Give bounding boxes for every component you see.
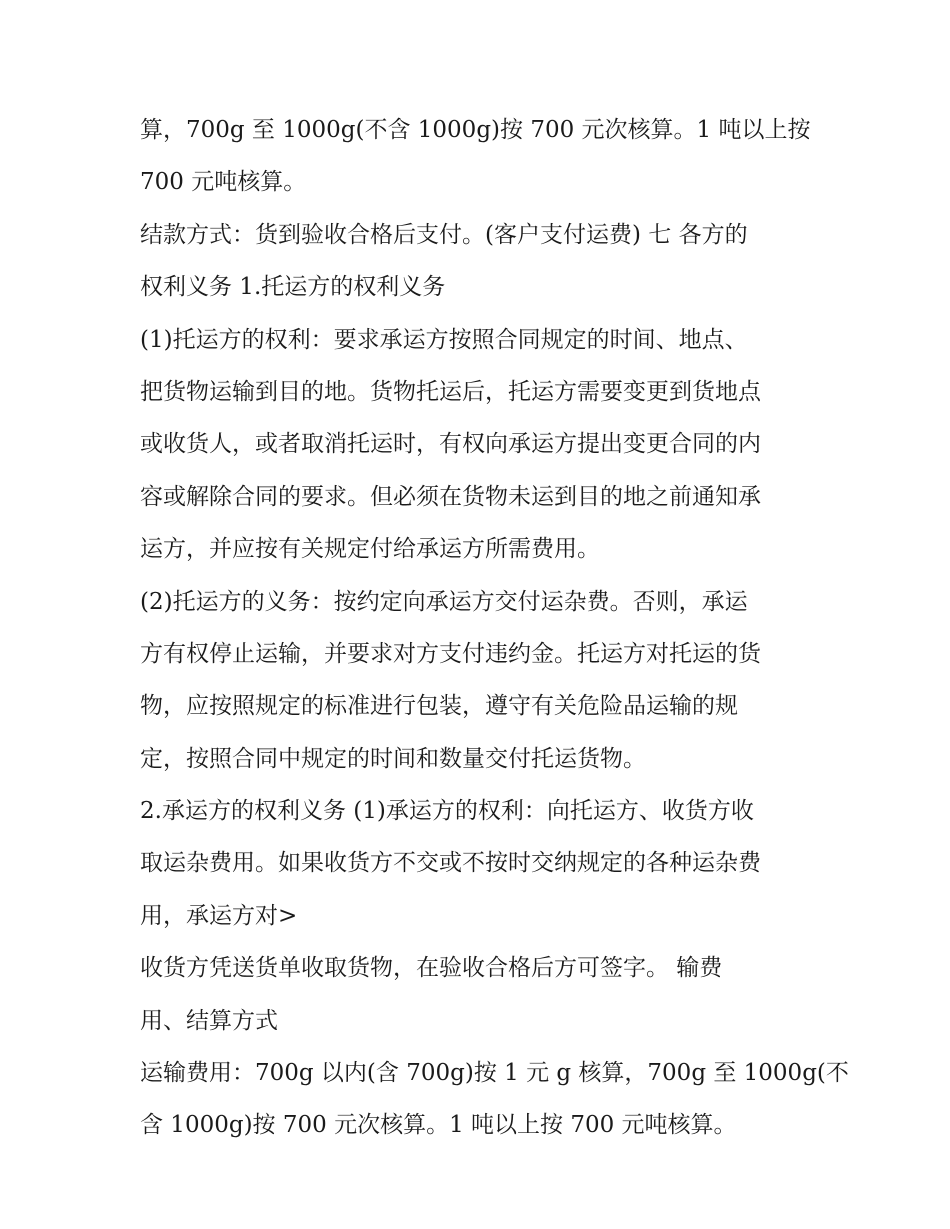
text-line: 700 元吨核算。	[140, 169, 307, 196]
text-line: 运方，并应按有关规定付给承运方所需费用。	[140, 536, 600, 563]
text-line: 用、结算方式	[140, 1007, 278, 1034]
text-line: 定，按照合同中规定的时间和数量交付托运货物。	[140, 745, 646, 772]
text-line: 权利义务 1.托运方的权利义务	[140, 274, 446, 301]
document-body	[140, 104, 849, 1152]
text-line: 容或解除合同的要求。但必须在货物未运到目的地之前通知承	[140, 483, 761, 510]
text-line: 收货方凭送货单收取货物，在验收合格后方可签字。 输费	[140, 955, 723, 982]
text-line: 把货物运输到目的地。货物托运后，托运方需要变更到货地点	[140, 378, 761, 405]
text-line: 含 1000g)按 700 元次核算。1 吨以上按 700 元吨核算。	[140, 1112, 737, 1139]
text-line: 方有权停止运输，并要求对方支付违约金。托运方对托运的货	[140, 640, 761, 667]
text-line: 物，应按照规定的标准进行包装，遵守有关危险品运输的规	[140, 693, 738, 720]
text-line: 用，承运方对>	[140, 902, 298, 929]
text-line: 或收货人，或者取消托运时，有权向承运方提出变更合同的内	[140, 431, 761, 458]
text-line: (2)托运方的义务：按约定向承运方交付运杂费。否则，承运	[140, 588, 748, 615]
text-line: 结款方式：货到验收合格后支付。(客户支付运费) 七 各方的	[140, 221, 748, 248]
text-line: 运输费用：700g 以内(含 700g)按 1 元 g 核算，700g 至 1000g(不	[140, 1060, 849, 1087]
text-line: 算，700g 至 1000g(不含 1000g)按 700 元次核算。1 吨以上按	[140, 117, 811, 143]
text-line: (1)托运方的权利：要求承运方按照合同规定的时间、地点、	[140, 326, 748, 353]
text-line: 2.承运方的权利义务 (1)承运方的权利：向托运方、收货方收	[140, 798, 754, 825]
text-line: 取运杂费用。如果收货方不交或不按时交纳规定的各种运杂费	[140, 850, 761, 877]
